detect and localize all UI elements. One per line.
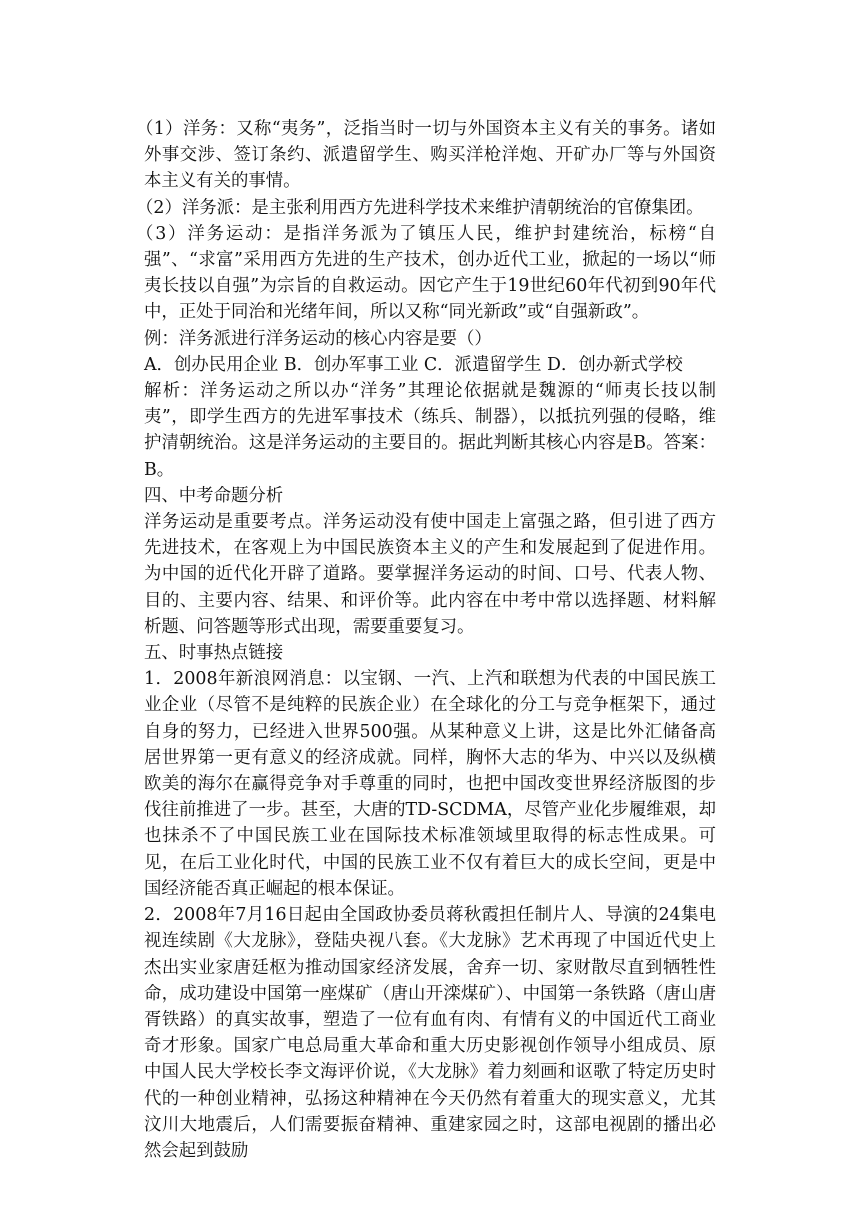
example-options: A．创办民用企业 B．创办军事工业 C．派遣留学生 D．创办新式学校 — [144, 354, 683, 375]
paragraph-news-item-1: 1．2008年新浪网消息：以宝钢、一汽、上汽和联想为代表的中国民族工业企业（尽管不是纯粹的民族企业）在全球化的分工与竞争框架下，通过自身的努力，已经进入世界500强。从某种意义上讲，这是比外汇储备高居世界第一更有意义的经济成就。同样，胸怀大志的华为、中兴以及纵横欧美的海尔在赢得竞争对手尊重的同时，也把中国改变世界经济版图的步伐往前推进了一步。甚至，大唐的TD-SCDMA，尽管产业化步履维艰，却也抹杀不了中国民族工业在国际技术标准领域里取得的标志性成果。可见，在后工业化时代，中国的民族工业不仅有着巨大的成长空间，更是中国经济能否真正崛起的根本保证。 — [144, 669, 716, 899]
paragraph-yangwu-definition: （1）洋务：又称“夷务”，泛指当时一切与外国资本主义有关的事务。诸如外事交涉、签订条约、派遣留学生、购买洋枪洋炮、开矿办厂等与外国资本主义有关的事情。 — [136, 119, 716, 192]
paragraph-news-item-2: 2．2008年7月16日起由全国政协委员蒋秋霞担任制片人、导演的24集电视连续剧《大龙脉》，登陆央视八套。《大龙脉》艺术再现了中国近代史上杰出实业家唐廷枢为推动国家经济发展，舍弃一切、家财散尽直到牺牲性命，成功建设中国第一座煤矿（唐山开滦煤矿）、中国第一条铁路（唐山唐胥铁路）的真实故事，塑造了一位有血有肉、有情有义的中国近代工商业奇才形象。国家广电总局重大革命和重大历史影视创作领导小组成员、原中国人民大学校长李文海评价说，《大龙脉》着力刻画和讴歌了特定历史时代的一种创业精神，弘扬这种精神在今天仍然有着重大的现实意义，尤其汶川大地震后，人们需要振奋精神、重建家园之时，这部电视剧的播出必然会起到鼓励 — [144, 905, 716, 1161]
paragraph-yangwu-faction: （2）洋务派：是主张利用西方先进科学技术来维护清朝统治的官僚集团。 — [136, 197, 704, 218]
paragraph-exam-analysis: 洋务运动是重要考点。洋务运动没有使中国走上富强之路，但引进了西方先进技术，在客观上为中国民族资本主义的产生和发展起到了促进作用。为中国的近代化开辟了道路。要掌握洋务运动的时间、口号、代表人物、目的、主要内容、结果、和评价等。此内容在中考中常以选择题、材料解析题、问答题等形式出现，需要重要复习。 — [144, 512, 716, 637]
paragraph-yangwu-movement: （3）洋务运动：是指洋务派为了镇压人民，维护封建统治，标榜“自强”、“求富”采用西方先进的生产技术，创办近代工业，掀起的一场以“师夷长技以自强”为宗旨的自救运动。因它产生于19世纪60年代初到90年代中，正处于同治和光绪年间，所以又称“同光新政”或“自强新政”。 — [136, 223, 716, 323]
section-heading-exam-analysis: 四、中考命题分析 — [144, 485, 284, 506]
example-analysis: 解析：洋务运动之所以办“洋务”其理论依据就是魏源的“师夷长技以制夷”，即学生西方的先进军事技术（练兵、制器），以抵抗列强的侵略，维护清朝统治。这是洋务运动的主要目的。据此判断其核心内容是B。答案：B。 — [144, 381, 716, 480]
document-body — [136, 116, 716, 1164]
section-heading-current-events: 五、时事热点链接 — [144, 643, 284, 664]
example-question: 例：洋务派进行洋务运动的核心内容是要（） — [144, 328, 492, 349]
